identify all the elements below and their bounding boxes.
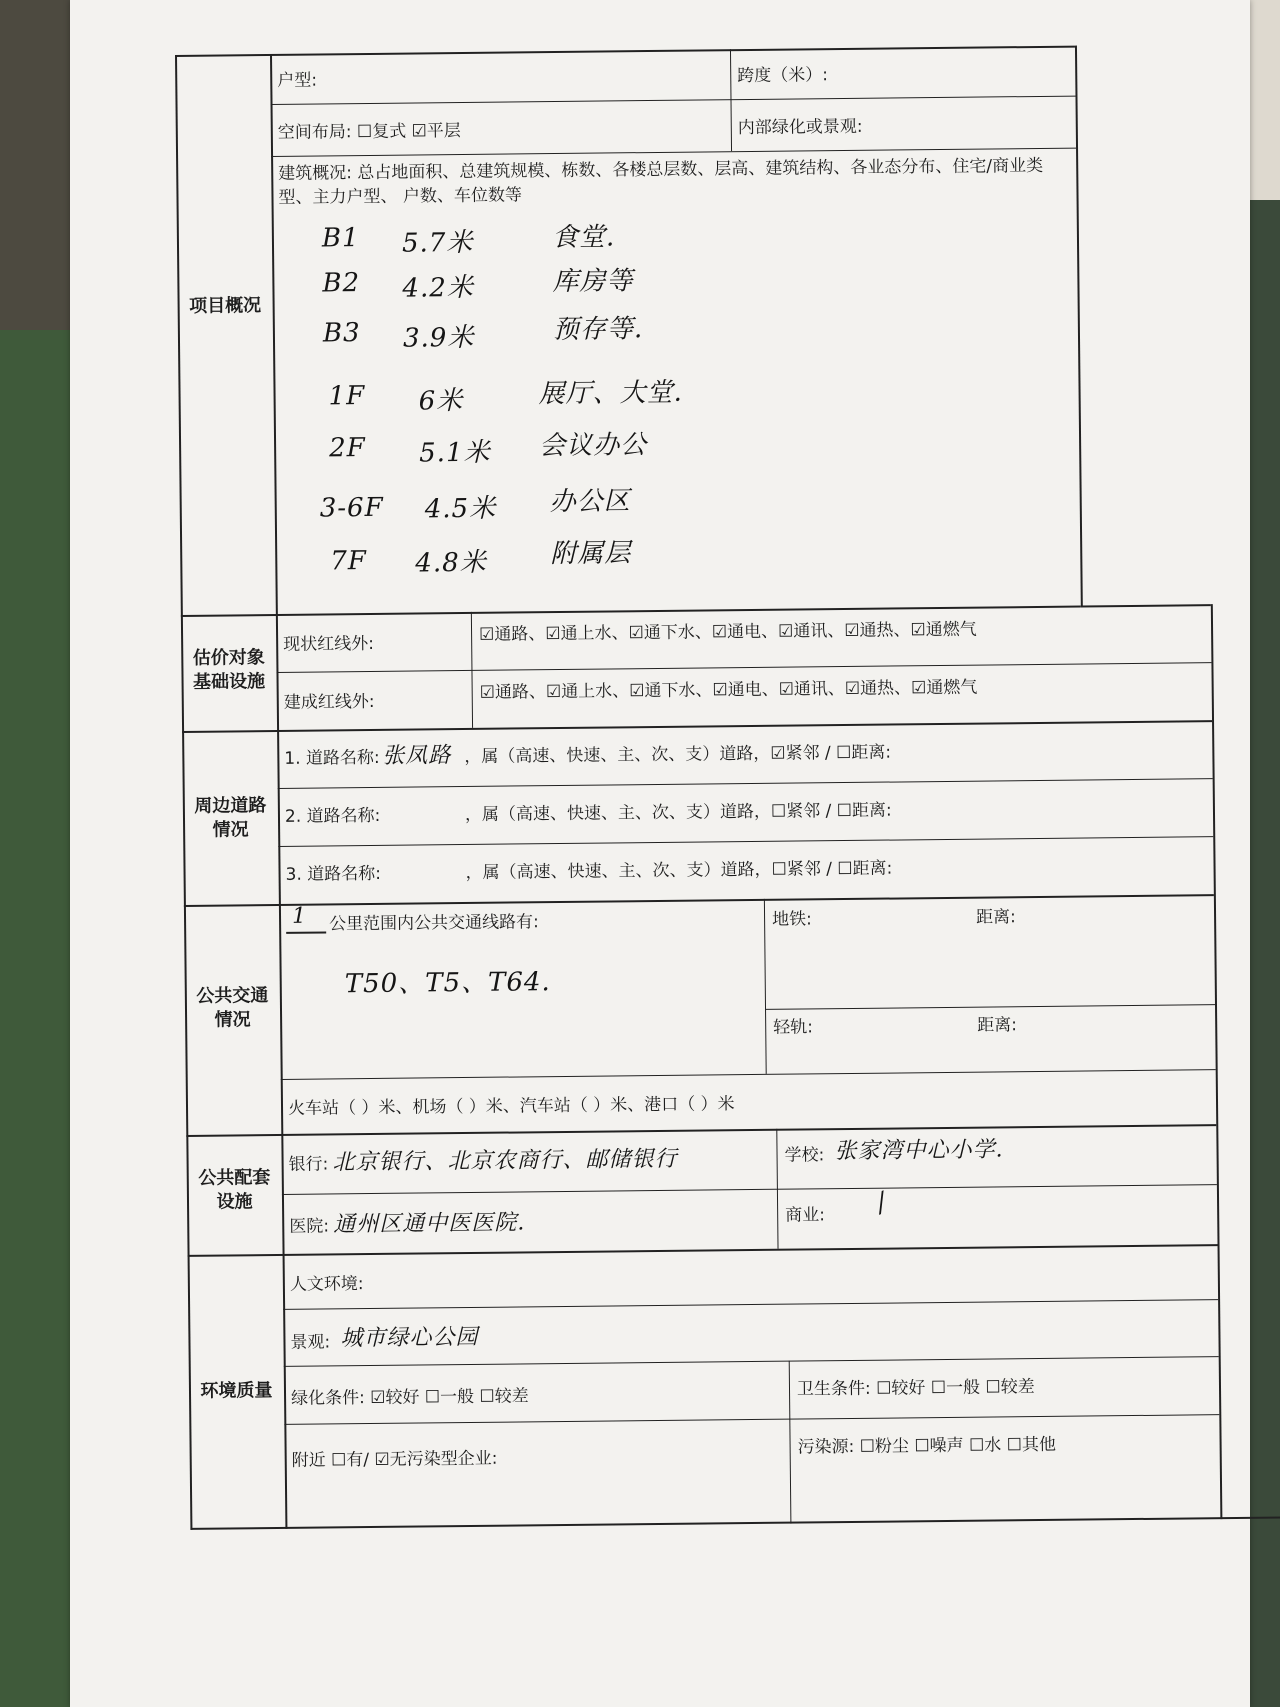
bank-label: 银行:: [288, 1154, 329, 1175]
landscape-label: 景观:: [290, 1332, 331, 1353]
row-line: [765, 1004, 1215, 1010]
col-line: [764, 899, 767, 1074]
road2-type: ，属（高速、快速、主、次、支）道路，☐紧邻 / ☐距离:: [464, 800, 892, 826]
col-line: [789, 1361, 792, 1524]
pollution-sources: 污染源: ☐粉尘 ☐噪声 ☐水 ☐其他: [797, 1434, 1057, 1458]
section-environment: 环境质量: [200, 1380, 273, 1402]
greening-label: 内部绿化或景观:: [737, 116, 863, 139]
light-rail-distance-label: 距离:: [977, 1015, 1018, 1036]
section-line: [188, 1244, 1218, 1257]
appraisal-form: [175, 43, 1280, 1530]
landscape-value: 城市绿心公园: [340, 1324, 479, 1352]
greening-condition: 绿化条件: ☑较好 ☐一般 ☐较差: [290, 1386, 529, 1409]
section-line: [186, 1124, 1216, 1137]
light-rail-label: 轻轨:: [773, 1017, 814, 1038]
commerce-value: /: [872, 1186, 892, 1219]
row-line: [284, 1356, 1219, 1367]
subway-distance-label: 距离:: [975, 907, 1016, 928]
section-infrastructure: 估价对象 基础设施: [192, 647, 266, 693]
transit-km: 1: [291, 903, 308, 929]
section-divider: [270, 54, 287, 1529]
hospital-label: 医院:: [289, 1216, 330, 1237]
row-line: [276, 662, 1211, 673]
floor-1f-height: 6米: [418, 386, 464, 417]
floor-7f: 7F: [330, 546, 368, 577]
built-redline-items: ☑通路、☑通上水、☑通下水、☑通电、☑通讯、☑通热、☑通燃气: [479, 677, 978, 703]
border-step: [1081, 604, 1211, 607]
culture-label: 人文环境:: [289, 1274, 364, 1295]
floor-1f: 1F: [328, 381, 366, 412]
floor-b2: B2: [322, 268, 361, 299]
border-left: [175, 55, 192, 1530]
school-value: 张家湾中心小学.: [834, 1137, 1004, 1165]
row-line: [282, 1184, 1217, 1195]
section-facilities: 公共配套 设施: [198, 1167, 271, 1213]
floor-2f: 2F: [328, 433, 366, 464]
km-underline: [286, 931, 326, 933]
section-transit: 公共交通 情况: [196, 985, 269, 1031]
floor-b1: B1: [321, 223, 360, 254]
row-line: [281, 1069, 1216, 1080]
floor-1f-use: 展厅、大堂.: [538, 377, 683, 410]
road1-label: 1. 道路名称:: [284, 747, 380, 769]
road3-label: 3. 道路名称:: [285, 863, 382, 885]
section-line: [184, 894, 1214, 907]
current-redline-label: 现状红线外:: [283, 633, 375, 655]
row-line: [278, 836, 1213, 847]
floor-b2-height: 4.2米: [402, 272, 474, 304]
layout-label: 空间布局: ☐复式 ☑平层: [277, 121, 461, 143]
floor-b2-use: 库房等: [552, 266, 634, 298]
current-redline-items: ☑通路、☑通上水、☑通下水、☑通电、☑通讯、☑通热、☑通燃气: [478, 619, 977, 645]
floor-b3: B3: [322, 318, 361, 349]
road1-type: ，属（高速、快速、主、次、支）道路，☑紧邻 / ☐距离:: [464, 742, 892, 768]
bank-value: 北京银行、北京农商行、邮储银行: [332, 1146, 678, 1176]
floor-b1-use: 食堂.: [551, 222, 616, 254]
nearby-polluter: 附近 ☐有/ ☑无污染型企业:: [291, 1448, 498, 1471]
paper-sheet: [70, 0, 1250, 1707]
section-project: 项目概况: [189, 295, 262, 317]
section-line: [182, 720, 1212, 733]
section-line: [181, 606, 1081, 617]
hygiene-condition: 卫生条件: ☐较好 ☐一般 ☐较差: [796, 1377, 1035, 1400]
unit-type-label: 户型:: [277, 70, 318, 91]
floor-7f-height: 4.8米: [415, 547, 487, 579]
school-label: 学校:: [784, 1145, 825, 1166]
road3-type: ，属（高速、快速、主、次、支）道路，☐紧邻 / ☐距离:: [465, 858, 893, 884]
floor-3-6f-height: 4.5米: [424, 493, 497, 525]
border-bottom: [190, 1516, 1280, 1530]
floor-b3-use: 预存等.: [552, 314, 644, 346]
floor-3-6f: 3-6F: [319, 492, 384, 524]
floor-7f-use: 附属层: [550, 538, 632, 570]
commerce-label: 商业:: [785, 1205, 826, 1226]
hospital-value: 通州区通中医医院.: [333, 1210, 526, 1238]
road1-name: 张凤路: [382, 743, 452, 769]
floor-2f-height: 5.1米: [419, 437, 491, 469]
row-line: [284, 1414, 1219, 1425]
floor-b3-height: 3.9米: [402, 322, 475, 354]
border-right-upper: [1075, 46, 1083, 606]
floor-2f-use: 会议办公: [538, 430, 648, 462]
border-top: [175, 46, 1075, 57]
row-line: [271, 96, 1076, 105]
road2-label: 2. 道路名称:: [284, 805, 381, 827]
built-redline-label: 建成红线外:: [283, 691, 375, 713]
subway-label: 地铁:: [771, 909, 812, 930]
span-label: 跨度（米）:: [737, 65, 829, 87]
section-roads: 周边道路 情况: [194, 795, 267, 841]
floor-3-6f-use: 办公区: [549, 486, 631, 518]
row-line: [283, 1299, 1218, 1310]
stations-label: 火车站（ ）米、机场（ ）米、汽车站（ ）米、港口（ ）米: [287, 1094, 735, 1119]
bus-label: 公里范围内公共交通线路有:: [329, 912, 539, 935]
overview-label: 建筑概况: 总占地面积、总建筑规模、栋数、各楼总层数、层高、建筑结构、各业态分布、住宅/商业类型、主力户型、 户数、车位数等: [278, 155, 1044, 208]
row-line: [278, 778, 1213, 789]
floor-b1-height: 5.7米: [401, 227, 474, 259]
border-right-lower: [1211, 604, 1223, 1519]
bus-lines: T50、T5、T64.: [344, 967, 551, 1000]
